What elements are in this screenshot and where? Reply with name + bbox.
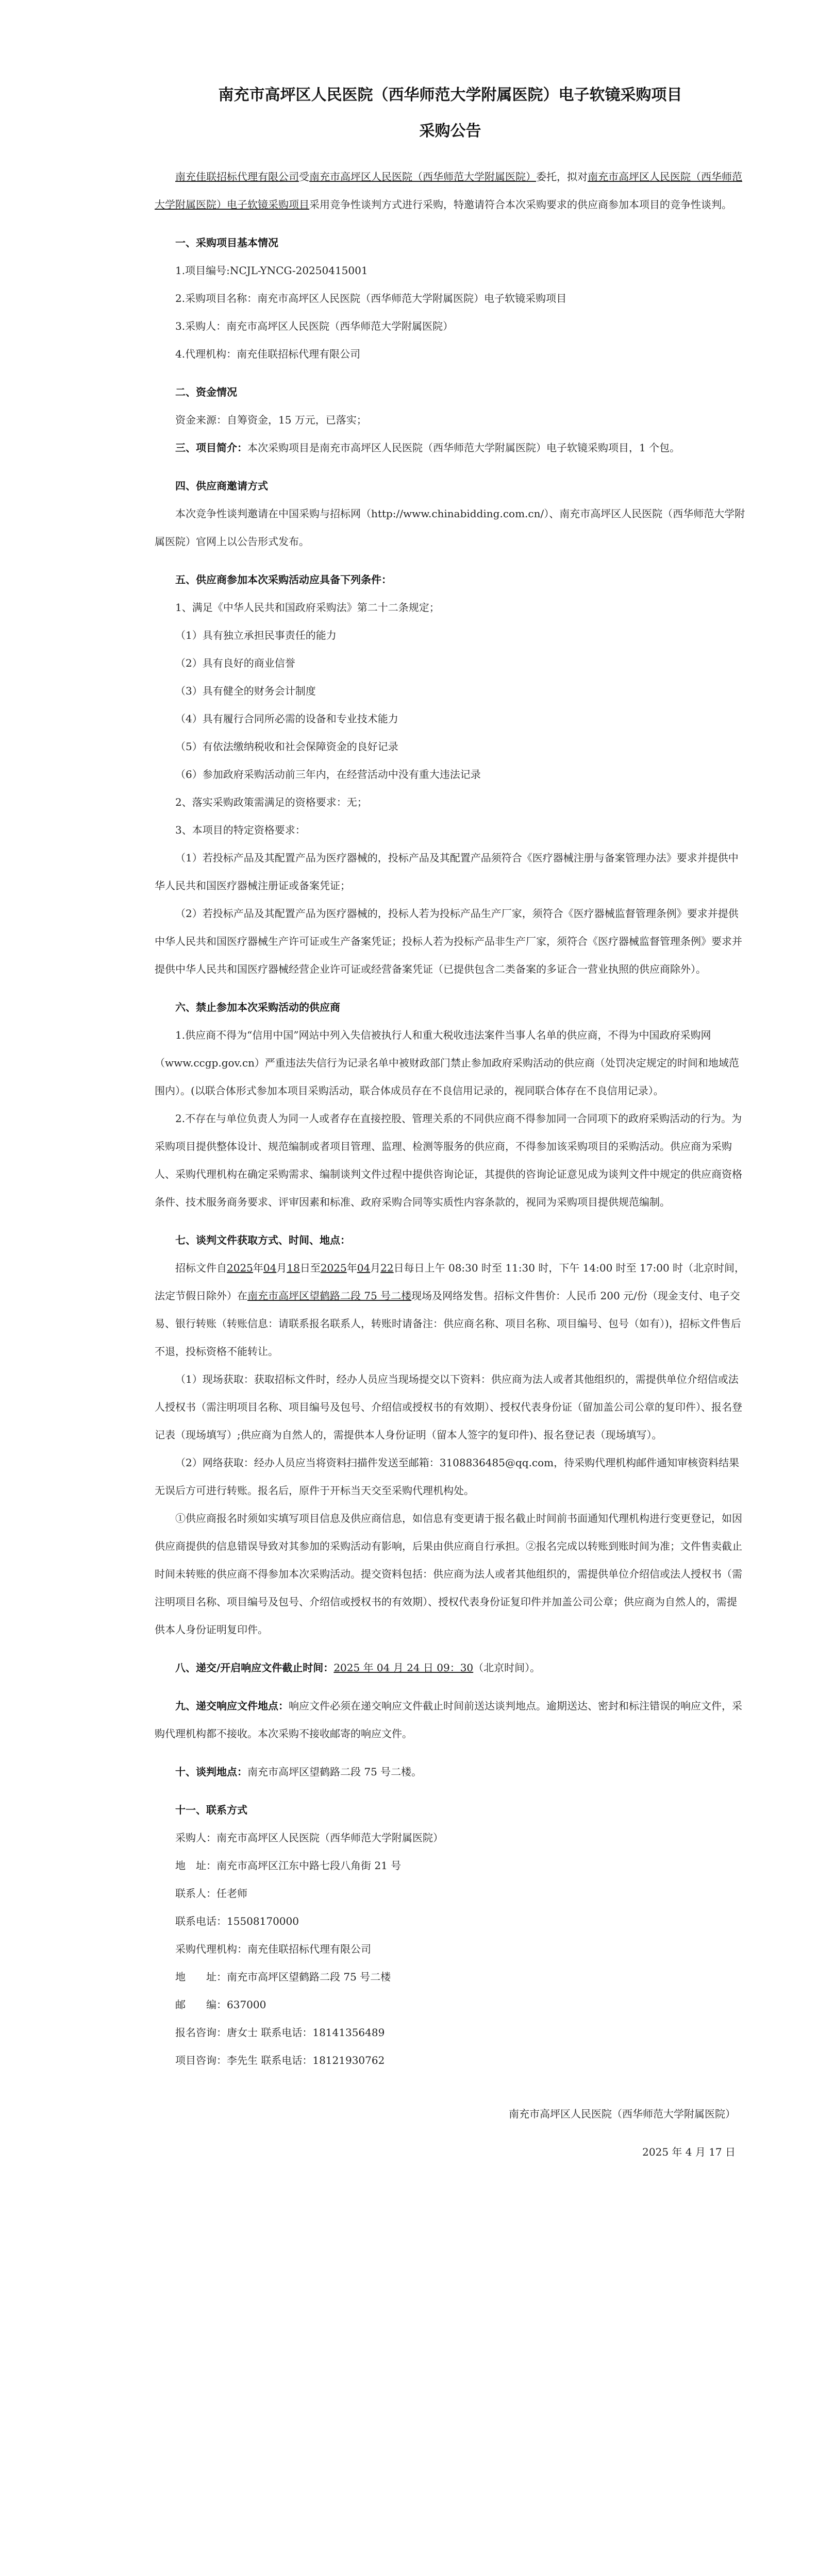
s5-item-1: 1、满足《中华人民共和国政府采购法》第二十二条规定； [175,601,440,614]
s7-start-year: 2025 [227,1262,253,1274]
section-11-heading: 十一、联系方式 [175,1804,247,1816]
s7-text-h: 现场及网络发售。招标文件售价：人民币 200 元/份（现金支付、电子交易、银行转账（转账信息：请联系报名联系人，转账时请备注：供应商名称、项目名称、项目编号、包号（如有）)，招标文件售后不退，投标资格不能转让。 [155,1290,741,1358]
s5-sub-3: （3）具有健全的财务会计制度 [175,685,316,697]
s5-requirement-2: （2）若投标产品及其配置产品为医疗器械的，投标人若为投标产品生产厂家，须符合《医疗器械监督管理条例》要求并提供中华人民共和国医疗器械生产许可证或生产备案凭证；投标人若为投标产品非生产厂家，须符合《医疗器械监督管理条例》要求并提供中华人民共和国医疗器械经营企业许可证或经营备案凭证（已提供包含二类备案的多证合一营业执照的供应商除外）。 [155,907,742,975]
contact-project-inquiry: 项目咨询：李先生 联系电话：18121930762 [175,2054,385,2066]
section-5-heading: 五、供应商参加本次采购活动应具备下列条件： [175,573,392,586]
s6-paragraph-2: 2.不存在与单位负责人为同一人或者存在直接控股、管理关系的不同供应商不得参加同一合同项下的政府采购活动的行为。为采购项目提供整体设计、规范编制或者项目管理、监理、检测等服务的供应商，不得参加该采购项目的采购活动。供应商为采购人、采购代理机构在确定采购需求、编制谈判文件过程中提供咨询论证，其提供的咨询论证意见成为谈判文件中规定的供应商资格条件、技术服务商务要求、评审因素和标准、政府采购合同等实质性内容条款的，视同为采购项目提供规范编制。 [155,1112,742,1208]
section-6-heading: 六、禁止参加本次采购活动的供应商 [175,1001,340,1013]
s5-sub-5: （5）有依法缴纳税收和社会保障资金的良好记录 [175,740,398,753]
s5-sub-1: （1）具有独立承担民事责任的能力 [175,629,337,641]
s7-text-c: 月 [276,1262,287,1274]
s5-sub-2: （2）具有良好的商业信誉 [175,657,295,669]
s8-suffix: （北京时间）。 [473,1662,541,1674]
s1-purchaser: 3.采购人：南充市高坪区人民医院（西华师范大学附属医院） [175,320,454,332]
s7-start-day: 18 [287,1262,300,1274]
s7-text-b: 年 [253,1262,263,1274]
section-8-paragraph [155,1654,746,1682]
s2-funding: 资金来源：自筹资金，15 万元，已落实； [175,414,367,426]
section-4-heading: 四、供应商邀请方式 [175,480,268,492]
s7-start-month: 04 [263,1262,277,1274]
s7-place: 南充市高坪区望鹤路二段 75 号二楼 [247,1290,412,1302]
s5-item-2: 2、落实采购政策需满足的资格要求：无； [175,796,368,808]
s4-text: 本次竞争性谈判邀请在中国采购与招标网（http://www.chinabidding.com.cn/）、南充市高坪区人民医院（西华师范大学附属医院）官网上以公告形式发布。 [155,507,745,548]
s7-paragraph-3: （2）网络获取：经办人员应当将资料扫描件发送至邮箱：3108836485@qq.com，待采购代理机构邮件通知审核资料结果无误后方可进行转账。报名后，原件于开标当天交至采购代理机构处。 [155,1456,740,1497]
section-7-heading: 七、谈判文件获取方式、时间、地点： [175,1234,350,1246]
s5-item-3: 3、本项目的特定资格要求： [175,824,306,836]
s10-text: 南充市高坪区望鹤路二段 75 号二楼。 [247,1766,422,1778]
s9-text: 响应文件必须在递交响应文件截止时间前送达谈判地点。逾期送达、密封和标注错误的响应文件，采购代理机构都不接收。本次采购不接收邮寄的响应文件。 [155,1700,742,1740]
section-2-heading: 二、资金情况 [175,386,237,398]
intro-text-2: 委托，拟对 [536,171,588,183]
s3-text: 本次采购项目是南充市高坪区人民医院（西华师范大学附属医院）电子软镜采购项目，1 个包。 [247,442,680,454]
contact-agency-address: 地 址：南充市高坪区望鹤路二段 75 号二楼 [175,1971,391,1983]
intro-text-3: 采用竞争性谈判方式进行采购，特邀请符合本次采购要求的供应商参加本项目的竞争性谈判。 [309,198,732,211]
s1-project-name: 2.采购项目名称：南充市高坪区人民医院（西华师范大学附属医院）电子软镜采购项目 [175,292,567,304]
intro-text-1: 受 [299,171,309,183]
section-8-heading: 八、递交/开启响应文件截止时间： [175,1662,334,1674]
page-title-line2: 采购公告 [419,122,481,140]
section-3-paragraph [155,434,746,462]
s7-text-a: 招标文件自 [175,1262,227,1274]
contact-registration: 报名咨询：唐女士 联系电话：18141356489 [175,2026,385,2039]
contact-phone: 联系电话：15508170000 [175,1915,299,1927]
s7-end-day: 22 [380,1262,394,1274]
section-1-heading: 一、采购项目基本情况 [175,236,278,249]
s5-requirement-1: （1）若投标产品及其配置产品为医疗器械的，投标产品及其配置产品须符合《医疗器械注册与备案管理办法》要求并提供中华人民共和国医疗器械注册证或备案凭证； [155,852,739,892]
s7-paragraph-4: ①供应商报名时须如实填写项目信息及供应商信息，如信息有变更请于报名截止时间前书面通知代理机构进行变更登记，如因供应商提供的信息错误导致对其参加的采购活动有影响，后果由供应商自行承担。②报名完成以转账到账时间为准；文件售卖截止时间未转账的供应商不得参加本次采购活动。提交资料包括：供应商为法人或者其他组织的，需提供单位介绍信或法人授权书（需注明项目名称、项目编号及包号、介绍信或授权书的有效期）、授权代表身份证复印件并加盖公司公章；供应商为自然人的，需提供本人身份证明复印件。 [155,1512,742,1636]
s8-deadline: 2025 年 04 月 24 日 09：30 [333,1662,474,1674]
s7-end-year: 2025 [320,1262,347,1274]
intro-project: 南充市高坪区人民医院（西华师范大学附属医院）电子软镜采购项目 [155,171,742,211]
s7-paragraph-2: （1）现场获取：获取招标文件时，经办人员应当现场提交以下资料：供应商为法人或者其他组织的，需提供单位介绍信或法人授权书（需注明项目名称、项目编号及包号、介绍信或授权书的有效期）、授权代表身份证（留加盖公司公章的复印件）、报名登记表（现场填写）;供应商为自然人的，需提供本人身份证明（留本人签字的复印件)、报名登记表（现场填写）。 [155,1373,742,1441]
s7-paragraph-1 [155,1254,746,1365]
contact-purchaser-address: 地 址：南充市高坪区江东中路七段八角街 21 号 [175,1859,402,1872]
page-title-line1: 南充市高坪区人民医院（西华师范大学附属医院）电子软镜采购项目 [218,86,682,104]
contact-purchaser: 采购人：南充市高坪区人民医院（西华师范大学附属医院） [175,1832,443,1844]
s7-text-d: 日至 [299,1262,321,1274]
intro-paragraph [155,163,746,218]
signature-date: 2025 年 4 月 17 日 [642,2146,736,2158]
intro-agency: 南充佳联招标代理有限公司 [175,171,299,183]
contact-postcode: 邮 编：637000 [175,1998,266,2011]
s5-sub-4: （4）具有履行合同所必需的设备和专业技术能力 [175,713,398,725]
intro-buyer: 南充市高坪区人民医院（西华师范大学附属医院） [309,171,536,183]
section-9-heading: 九、递交响应文件地点： [175,1700,289,1712]
s7-text-e: 年 [346,1262,357,1274]
s7-end-month: 04 [357,1262,371,1274]
contact-person: 联系人：任老师 [175,1887,247,1900]
s7-text-g: 日每日上午 08:30 时至 11:30 时，下午 14:00 时至 17:00 时（北京时间，法定节假日除外）在 [155,1262,745,1302]
section-10-paragraph [155,1758,746,1786]
s6-paragraph-1: 1.供应商不得为“信用中国”网站中列入失信被执行人和重大税收违法案件当事人名单的供应商，不得为中国政府采购网（www.ccgp.gov.cn）严重违法失信行为记录名单中被财政部门禁止参加政府采购活动的供应商（处罚决定规定的时间和地域范围内）。(以联合体形式参加本项目采购活动，联合体成员存在不良信用记录的，视同联合体存在不良信用记录）。 [155,1029,739,1097]
section-10-heading: 十、谈判地点： [175,1766,247,1778]
s5-sub-6: （6）参加政府采购活动前三年内，在经营活动中没有重大违法记录 [175,768,481,781]
contact-agency: 采购代理机构：南充佳联招标代理有限公司 [175,1943,371,1955]
s7-text-f: 月 [370,1262,381,1274]
s1-agency: 4.代理机构：南充佳联招标代理有限公司 [175,348,361,360]
s1-project-number: 1.项目编号:NCJL-YNCG-20250415001 [175,264,368,277]
section-9-paragraph [155,1692,746,1748]
section-3-heading: 三、项目简介： [175,442,247,454]
signature-org: 南充市高坪区人民医院（西华师范大学附属医院） [509,2108,736,2120]
